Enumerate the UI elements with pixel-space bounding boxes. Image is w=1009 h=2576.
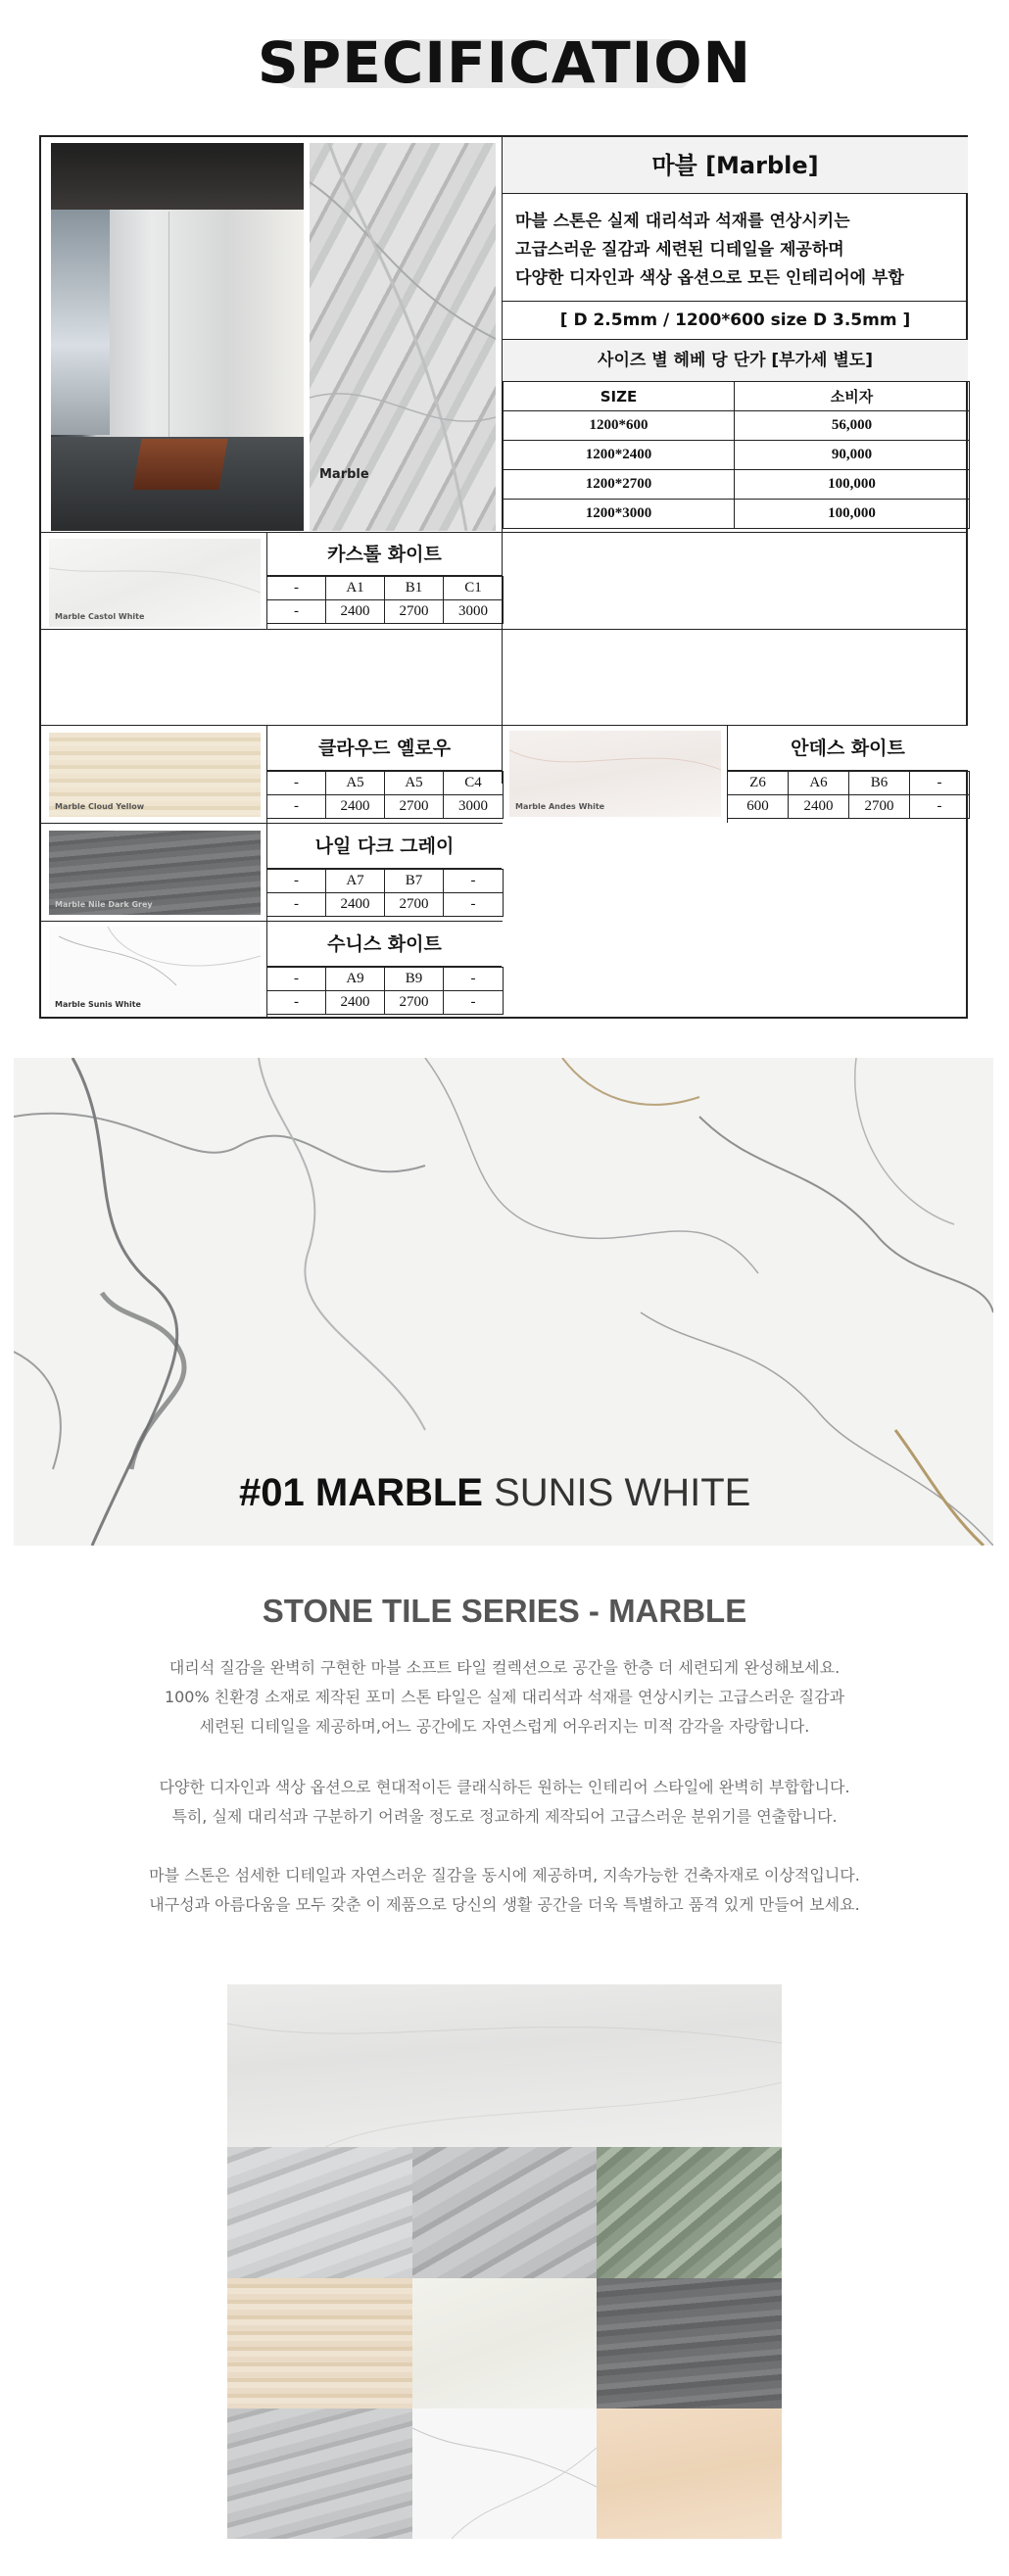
- size-cell: 2400: [326, 991, 385, 1015]
- size-cell: 2400: [326, 600, 385, 624]
- marble-veins: [412, 2409, 597, 2539]
- tile-beige: [597, 2409, 782, 2539]
- tile-ivory: [412, 2278, 597, 2409]
- size-cell: 3000: [444, 795, 504, 819]
- divider: [41, 532, 968, 533]
- description-line: 고급스러운 질감과 세련된 디테일을 제공하며: [515, 240, 844, 260]
- tile-silver-grey: [227, 2409, 412, 2539]
- variant-name: 클라우드 옐로우: [267, 726, 502, 771]
- variant-code-table: [266, 967, 504, 1015]
- banner-number: #01: [239, 1471, 305, 1514]
- swatch-label: Marble Andes White: [515, 802, 605, 811]
- variant-name: 나일 다크 그레이: [267, 824, 502, 869]
- code-cell: C1: [444, 577, 504, 600]
- paragraph-line: 대리석 질감을 완벽히 구현한 마블 소프트 타일 컬렉션으로 공간을 한층 더 세련되게 완성해보세요.: [168, 1658, 841, 1677]
- swatch-label: Marble Sunis White: [55, 1000, 141, 1009]
- code-cell: A1: [326, 577, 385, 600]
- size-cell: 1200*2700: [504, 470, 735, 500]
- series-paragraph-2: [0, 1773, 1009, 1832]
- size-cell: 2700: [385, 893, 444, 917]
- size-column-header: SIZE: [504, 382, 735, 411]
- code-row: [267, 577, 504, 600]
- code-cell: Z6: [728, 772, 789, 795]
- size-cell: 2400: [326, 893, 385, 917]
- banner-light-name: SUNIS WHITE: [494, 1471, 751, 1514]
- table-row: [504, 411, 970, 441]
- table-row: [504, 470, 970, 500]
- paragraph-line: 세련된 디테일을 제공하며,어느 공간에도 자연스럽게 어우러지는 미적 감각을 자랑합니다.: [199, 1717, 810, 1736]
- code-cell: B6: [849, 772, 910, 795]
- series-paragraph-3: [0, 1861, 1009, 1920]
- thickness-spec: [ D 2.5mm / 1200*600 size D 3.5mm ]: [559, 310, 911, 330]
- variant-name: 수니스 화이트: [267, 922, 502, 967]
- code-cell: A6: [789, 772, 849, 795]
- size-cell: -: [267, 893, 326, 917]
- banner-bold-name: MARBLE: [314, 1471, 483, 1514]
- size-cell: 2700: [385, 795, 444, 819]
- price-cell: 100,000: [735, 470, 970, 500]
- tile-green-marble: [597, 2147, 782, 2278]
- size-cell: 600: [728, 795, 789, 819]
- size-cell: -: [267, 600, 326, 624]
- divider: [41, 629, 968, 630]
- room-window: [51, 210, 110, 435]
- spec-title: SPECIFICATION: [257, 29, 752, 96]
- marble-photo-label: Marble: [319, 467, 369, 482]
- code-cell: -: [910, 772, 970, 795]
- swatch-label: Marble Cloud Yellow: [55, 802, 145, 811]
- size-cell: 1200*600: [504, 411, 735, 441]
- swatch-andes-white: [509, 731, 721, 817]
- code-row: [728, 772, 970, 795]
- size-row: [267, 795, 504, 819]
- price-cell: 100,000: [735, 500, 970, 529]
- paragraph-line: 100% 친환경 소재로 제작된 포미 스톤 타일은 실제 대리석과 석재를 연상시키는 고급스러운 질감과: [164, 1688, 845, 1706]
- size-cell: -: [910, 795, 970, 819]
- code-cell: B1: [385, 577, 444, 600]
- paragraph-line: 마블 스톤은 섬세한 디테일과 자연스러운 질감을 동시에 제공하며, 지속가능한 건축자재로 이상적입니다.: [149, 1866, 860, 1884]
- code-cell: C4: [444, 772, 504, 795]
- description-line: 마블 스톤은 실제 대리석과 석재를 연상시키는: [515, 212, 850, 231]
- size-row: [267, 893, 504, 917]
- code-cell: B7: [385, 870, 444, 893]
- price-table: [503, 381, 970, 529]
- spec-table: [39, 135, 968, 1019]
- swatch-sunis-white: [49, 927, 261, 1015]
- size-cell: 1200*2400: [504, 441, 735, 470]
- variant-name: 안데스 화이트: [728, 726, 968, 771]
- code-cell: -: [267, 577, 326, 600]
- paragraph-line: 다양한 디자인과 색상 옵션으로 현대적이든 클래식하든 원하는 인테리어 스타일에 완벽히 부합합니다.: [159, 1778, 850, 1796]
- size-cell: 2700: [849, 795, 910, 819]
- tile-cream-travertine: [227, 2278, 412, 2409]
- swatch-castol-white: [49, 539, 261, 627]
- size-cell: -: [267, 991, 326, 1015]
- variant-code-table: [266, 869, 504, 917]
- code-row: [267, 870, 504, 893]
- marble-tile-grid: [227, 1984, 782, 2539]
- room-slab-line: [168, 212, 169, 456]
- code-cell: -: [267, 772, 326, 795]
- variant-code-table: [727, 771, 970, 819]
- code-cell: A5: [385, 772, 444, 795]
- code-cell: -: [444, 870, 504, 893]
- size-cell: 2700: [385, 991, 444, 1015]
- marble-sample-photo: [310, 143, 496, 531]
- description-line: 다양한 디자인과 색상 옵션으로 모든 인테리어에 부합: [515, 268, 904, 288]
- code-cell: -: [267, 870, 326, 893]
- price-cell: 56,000: [735, 411, 970, 441]
- size-row: [267, 991, 504, 1015]
- size-cell: 2400: [789, 795, 849, 819]
- size-row: [728, 795, 970, 819]
- tile-dark-grey: [597, 2278, 782, 2409]
- interior-photo: [51, 143, 304, 531]
- price-column-header: 소비자: [735, 382, 970, 411]
- table-row: [504, 441, 970, 470]
- swatch-label: Marble Castol White: [55, 612, 145, 621]
- marble-banner: [14, 1058, 993, 1546]
- paragraph-line: 내구성과 아름다움을 모두 갖춘 이 제품으로 당신의 생활 공간을 더욱 특별하고 품격 있게 만들어 보세요.: [149, 1895, 860, 1914]
- code-cell: A7: [326, 870, 385, 893]
- swatch-label: Marble Nile Dark Grey: [55, 900, 153, 909]
- series-paragraph-1: [0, 1653, 1009, 1741]
- series-title: STONE TILE SERIES - MARBLE: [262, 1593, 747, 1629]
- marble-veins: [227, 1984, 782, 2147]
- table-row: [504, 500, 970, 529]
- size-cell: -: [267, 795, 326, 819]
- variant-code-table: [266, 576, 504, 624]
- size-cell: 2400: [326, 795, 385, 819]
- product-name: 마블 [Marble]: [503, 137, 968, 194]
- size-cell: -: [444, 893, 504, 917]
- tile-white-veined: [412, 2409, 597, 2539]
- variant-code-table: [266, 771, 504, 819]
- size-cell: -: [444, 991, 504, 1015]
- size-cell: 1200*3000: [504, 500, 735, 529]
- code-row: [267, 968, 504, 991]
- swatch-cloud-yellow: [49, 733, 261, 817]
- spec-header: [0, 22, 1009, 110]
- code-cell: A9: [326, 968, 385, 991]
- size-row: [267, 600, 504, 624]
- code-cell: B9: [385, 968, 444, 991]
- paragraph-line: 특히, 실제 대리석과 구분하기 어려울 정도로 정교하게 제작되어 고급스러운 분위기를 연출합니다.: [171, 1807, 838, 1826]
- price-table-header: [504, 382, 970, 411]
- product-description: [515, 208, 966, 293]
- size-cell: 3000: [444, 600, 504, 624]
- code-cell: A5: [326, 772, 385, 795]
- tile-grey-dark-veined: [412, 2147, 597, 2278]
- code-row: [267, 772, 504, 795]
- price-cell: 90,000: [735, 441, 970, 470]
- price-header: 사이즈 별 헤베 당 단가 [부가세 별도]: [503, 340, 968, 381]
- size-cell: 2700: [385, 600, 444, 624]
- banner-title: [239, 1471, 750, 1515]
- variant-name: 카스톨 화이트: [267, 533, 502, 576]
- swatch-nile-dark-grey: [49, 831, 261, 915]
- code-cell: -: [444, 968, 504, 991]
- tile-grey-veined: [227, 2147, 412, 2278]
- wooden-bench: [132, 439, 227, 490]
- tile-light-grey-large: [227, 1984, 782, 2147]
- room-ceiling: [51, 143, 304, 210]
- code-cell: -: [267, 968, 326, 991]
